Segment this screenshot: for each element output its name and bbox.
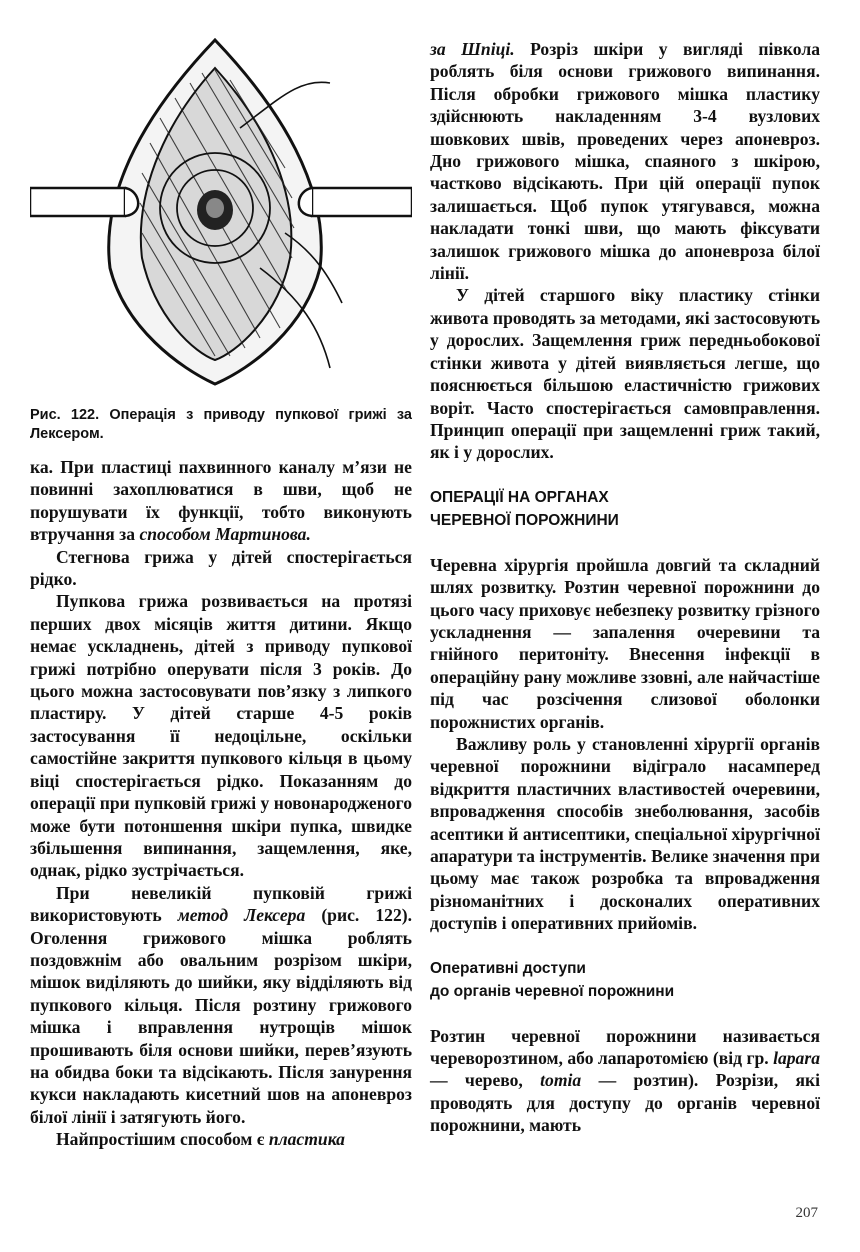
figure-122-illustration [30,38,412,386]
left-paragraph-3: Пупкова грижа розвивається на протязі перших двох місяців життя дитини. Якщо немає ускладнень, дітей з приводу пупкової грижі потрібно оперувати після 3 років. До цього можна застосовувати пов’язку з липкого пластиру. У дітей старше 4-5 років застосування її недоцільне, оскільки самостійне закриття пупкового кільця в цьому віці спостерігається рідко. Показанням до операції при пупковій грижі у новонародженого може бути потоншення шкіри пупка, швидке збільшення випинання, защемлення, яке, однак, рідко зустрічається. [30,591,412,881]
section-heading-abdominal-operations: ОПЕРАЦІЇ НА ОРГАНАХ ЧЕРЕВНОЇ ПОРОЖНИНИ [430,488,619,529]
right-paragraph-5: Розтин черевної порожнини називається череворозтином, або лапаротомією (від гр. lapara — черево, tomia — розтин). Розрізи, які проводять для доступу до органів черевної порожнини, мають [430,1025,820,1136]
right-column [430,38,820,1137]
left-paragraph-4: При невеликій пупковій грижі використовують метод Лексера (рис. 122). Оголення грижового мішка роблять поздовжнім або овальним розрізом шкіри, мішок виділяють до шийки, яку відділяють від пупкового кільця. Після розтину грижового мішка і вправлення нутрощів мішок прошивають біля основи шийки, перев’язують на обидва боки та відсікають. Після занурення кукси накладають кисетний шов на апоневроз білої лінії і затягують його. [30,882,413,1127]
left-paragraph-5: Найпростішим способом є пластика [56,1129,345,1150]
right-paragraph-1: за Шпіці. Розріз шкіри у вигляді півкола роблять біля основи грижового випинання. Після обробки грижового мішка пластику здійснюють накладенням 3-4 вузлових шовкових швів, проведених через апоневроз. Дно грижового мішка, спаяного з шкірою, частково відсікають. При цій операції пупок залишається. Щоб пупок утягувався, можна накладати тонкі шви, що мають фіксувати залишок грижового мішка до апоневроза білої лінії. [430,39,820,284]
page-number: 207 [795,1205,818,1221]
figure-caption: Рис. 122. Операція з приводу пупкової грижі за Лексером. [30,407,412,442]
right-paragraph-2: У дітей старшого віку пластику стінки живота проводять за методами, які застосовують у дорослих. Защемлення гриж передньобокової стінки живота у дітей виявляється легше, що пояснюється більшою еластичністю грижових воріт. Часто спостерігається самовправлення. Принцип операції при защемленні гриж такий, як і у дорослих. [430,285,820,463]
section-heading-operative-approaches: Оперативні доступи до органів черевної порожнини [430,959,675,1000]
left-column [30,38,412,1151]
left-paragraph-1: ка. При пластиці пахвинного каналу м’язи не повинні захоплюватися в шви, щоб не порушувати їх функції, тобто виконують втручання за способом Мартинова. [30,457,412,545]
right-paragraph-3: Черевна хірургія пройшла довгий та складний шлях розвитку. Розтин черевної порожнини до цього часу приховує небезпеку розвитку грізного ускладнення — запалення очеревини та гнійного перитоніту. Внесення інфекції в операційну рану можливе ззовні, але найчастіше під час розсічення слизової оболонки порожнистих органів. [430,554,820,732]
right-paragraph-4: Важливу роль у становленні хірургії органів черевної порожнини відіграло насамперед відкриття пластичних властивостей очеревини, впровадження способів знеболювання, засобів асептики й антисептики, спеціальної хірургічної апаратури та інструментів. Велике значення при цьому має також розробка та впровадження різноманітних і досконалих оперативних доступів і оперативних прийомів. [430,733,820,934]
left-paragraph-2: Стегнова грижа у дітей спостерігається рідко. [30,546,412,590]
umbilical-hernia-drawing [30,38,412,386]
